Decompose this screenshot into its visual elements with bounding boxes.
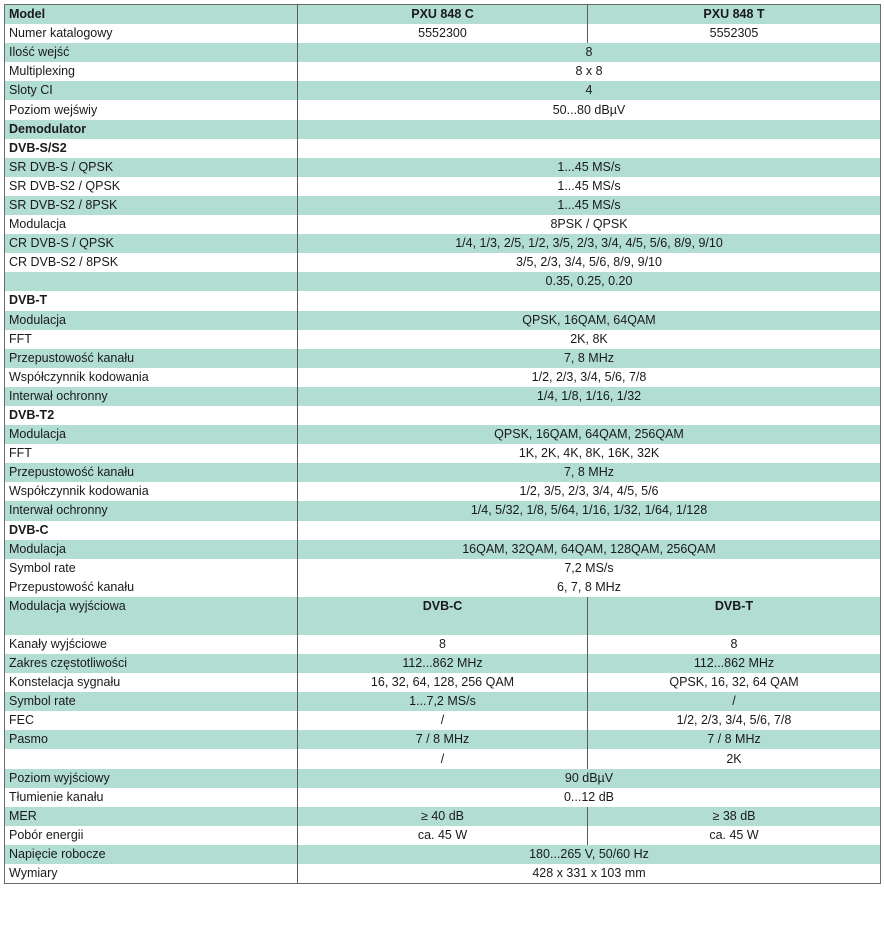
value-pxu-848-c: 1...7,2 MS/s [298, 692, 588, 711]
row-label: Współczynnik kodowania [5, 368, 298, 387]
row-label: Pasmo [5, 730, 298, 749]
row-label: Poziom wyjściowy [5, 769, 298, 788]
value-shared: 6, 7, 8 MHz [298, 578, 881, 597]
value-shared: 1...45 MS/s [298, 158, 881, 177]
value-pxu-848-t: DVB-T [588, 597, 881, 635]
row-label: Modulacja [5, 311, 298, 330]
value-pxu-848-c: ca. 45 W [298, 826, 588, 845]
row-label: FFT [5, 444, 298, 463]
spec-row [5, 43, 881, 62]
spec-row [5, 387, 881, 406]
spec-row [5, 864, 881, 884]
row-label: Modulacja [5, 540, 298, 559]
section-row [5, 139, 881, 158]
value-shared: 8 x 8 [298, 62, 881, 81]
value-shared [298, 291, 881, 310]
row-label: SR DVB-S / QPSK [5, 158, 298, 177]
row-label: Kanały wyjściowe [5, 635, 298, 654]
value-pxu-848-t: 2K [588, 749, 881, 768]
row-label: Demodulator [5, 120, 298, 139]
row-label: Konstelacja sygnału [5, 673, 298, 692]
row-label: Napięcie robocze [5, 845, 298, 864]
row-label: Sloty CI [5, 81, 298, 100]
value-shared: 0.35, 0.25, 0.20 [298, 272, 881, 291]
value-shared: 16QAM, 32QAM, 64QAM, 128QAM, 256QAM [298, 540, 881, 559]
value-shared: 3/5, 2/3, 3/4, 5/6, 8/9, 9/10 [298, 253, 881, 272]
row-label: DVB-T [5, 291, 298, 310]
value-pxu-848-c: ≥ 40 dB [298, 807, 588, 826]
row-label: Wymiary [5, 864, 298, 884]
value-shared: 1/2, 3/5, 2/3, 3/4, 4/5, 5/6 [298, 482, 881, 501]
spec-row [5, 540, 881, 559]
spec-table [4, 4, 881, 884]
row-label: MER [5, 807, 298, 826]
value-pxu-848-t: ca. 45 W [588, 826, 881, 845]
row-label: Model [5, 5, 298, 25]
value-shared: 0...12 dB [298, 788, 881, 807]
row-label: Ilość wejść [5, 43, 298, 62]
row-label: Symbol rate [5, 559, 298, 578]
spec-row [5, 272, 881, 291]
value-shared: 1/4, 1/8, 1/16, 1/32 [298, 387, 881, 406]
spec-row [5, 597, 881, 635]
row-label [5, 272, 298, 291]
value-shared: 4 [298, 81, 881, 100]
spec-row [5, 311, 881, 330]
spec-row [5, 253, 881, 272]
value-pxu-848-t: / [588, 692, 881, 711]
spec-row [5, 635, 881, 654]
value-shared: QPSK, 16QAM, 64QAM [298, 311, 881, 330]
value-pxu-848-t: 8 [588, 635, 881, 654]
value-pxu-848-c: 16, 32, 64, 128, 256 QAM [298, 673, 588, 692]
value-shared: 8 [298, 43, 881, 62]
row-label: Tłumienie kanału [5, 788, 298, 807]
value-shared: 2K, 8K [298, 330, 881, 349]
spec-row [5, 654, 881, 673]
spec-row [5, 158, 881, 177]
spec-row [5, 845, 881, 864]
row-label: Numer katalogowy [5, 24, 298, 43]
value-shared: QPSK, 16QAM, 64QAM, 256QAM [298, 425, 881, 444]
row-label: Przepustowość kanału [5, 463, 298, 482]
row-label: Modulacja wyjściowa [5, 597, 298, 635]
row-label: FEC [5, 711, 298, 730]
value-shared: 1K, 2K, 4K, 8K, 16K, 32K [298, 444, 881, 463]
spec-row [5, 349, 881, 368]
spec-row [5, 425, 881, 444]
value-pxu-848-t: 112...862 MHz [588, 654, 881, 673]
spec-row [5, 807, 881, 826]
row-label [5, 749, 298, 768]
row-label: Modulacja [5, 215, 298, 234]
row-label: Zakres częstotliwości [5, 654, 298, 673]
spec-row [5, 5, 881, 25]
spec-row [5, 501, 881, 520]
spec-table-body [5, 5, 881, 884]
spec-row [5, 482, 881, 501]
value-pxu-848-c: / [298, 711, 588, 730]
spec-row [5, 81, 881, 100]
value-pxu-848-c: 8 [298, 635, 588, 654]
value-shared [298, 120, 881, 139]
value-pxu-848-c: / [298, 749, 588, 768]
spec-row [5, 559, 881, 578]
value-shared: 1/2, 2/3, 3/4, 5/6, 7/8 [298, 368, 881, 387]
row-label: Interwał ochronny [5, 387, 298, 406]
spec-row [5, 330, 881, 349]
row-label: DVB-C [5, 521, 298, 540]
spec-row [5, 62, 881, 81]
value-pxu-848-c: DVB-C [298, 597, 588, 635]
value-shared: 7, 8 MHz [298, 349, 881, 368]
row-label: SR DVB-S2 / 8PSK [5, 196, 298, 215]
value-pxu-848-t: 7 / 8 MHz [588, 730, 881, 749]
row-label: Poziom wejświy [5, 100, 298, 119]
section-row [5, 120, 881, 139]
row-label: CR DVB-S2 / 8PSK [5, 253, 298, 272]
spec-row [5, 24, 881, 43]
value-shared: 1...45 MS/s [298, 196, 881, 215]
spec-row [5, 730, 881, 749]
spec-row [5, 711, 881, 730]
value-pxu-848-c: 5552300 [298, 24, 588, 43]
row-label: FFT [5, 330, 298, 349]
row-label: Modulacja [5, 425, 298, 444]
section-row [5, 406, 881, 425]
value-pxu-848-t: 1/2, 2/3, 3/4, 5/6, 7/8 [588, 711, 881, 730]
value-pxu-848-t: PXU 848 T [588, 5, 881, 25]
row-label: Symbol rate [5, 692, 298, 711]
spec-row [5, 100, 881, 119]
row-label: Pobór energii [5, 826, 298, 845]
value-shared: 1/4, 5/32, 1/8, 5/64, 1/16, 1/32, 1/64, 1/128 [298, 501, 881, 520]
value-shared: 180...265 V, 50/60 Hz [298, 845, 881, 864]
value-pxu-848-t: ≥ 38 dB [588, 807, 881, 826]
row-label: Interwał ochronny [5, 501, 298, 520]
value-shared: 7, 8 MHz [298, 463, 881, 482]
spec-row [5, 177, 881, 196]
row-label: Przepustowość kanału [5, 578, 298, 597]
section-row [5, 291, 881, 310]
value-pxu-848-c: PXU 848 C [298, 5, 588, 25]
spec-row [5, 826, 881, 845]
row-label: Przepustowość kanału [5, 349, 298, 368]
value-shared: 90 dBµV [298, 769, 881, 788]
row-label: DVB-T2 [5, 406, 298, 425]
row-label: DVB-S/S2 [5, 139, 298, 158]
value-pxu-848-t: 5552305 [588, 24, 881, 43]
row-label: Współczynnik kodowania [5, 482, 298, 501]
spec-row [5, 692, 881, 711]
spec-row [5, 444, 881, 463]
spec-row [5, 769, 881, 788]
value-shared: 428 x 331 x 103 mm [298, 864, 881, 884]
row-label: CR DVB-S / QPSK [5, 234, 298, 253]
row-label: Multiplexing [5, 62, 298, 81]
row-label: SR DVB-S2 / QPSK [5, 177, 298, 196]
value-shared [298, 406, 881, 425]
value-shared [298, 139, 881, 158]
spec-row [5, 234, 881, 253]
value-pxu-848-c: 7 / 8 MHz [298, 730, 588, 749]
spec-row [5, 368, 881, 387]
spec-row [5, 215, 881, 234]
value-pxu-848-c: 112...862 MHz [298, 654, 588, 673]
value-shared: 8PSK / QPSK [298, 215, 881, 234]
value-shared [298, 521, 881, 540]
spec-row [5, 578, 881, 597]
spec-row [5, 788, 881, 807]
section-row [5, 521, 881, 540]
spec-row [5, 749, 881, 768]
spec-table-container [4, 4, 880, 884]
value-shared: 7,2 MS/s [298, 559, 881, 578]
spec-row [5, 673, 881, 692]
value-shared: 50...80 dBµV [298, 100, 881, 119]
value-shared: 1/4, 1/3, 2/5, 1/2, 3/5, 2/3, 3/4, 4/5, 5/6, 8/9, 9/10 [298, 234, 881, 253]
spec-row [5, 463, 881, 482]
value-shared: 1...45 MS/s [298, 177, 881, 196]
spec-row [5, 196, 881, 215]
value-pxu-848-t: QPSK, 16, 32, 64 QAM [588, 673, 881, 692]
